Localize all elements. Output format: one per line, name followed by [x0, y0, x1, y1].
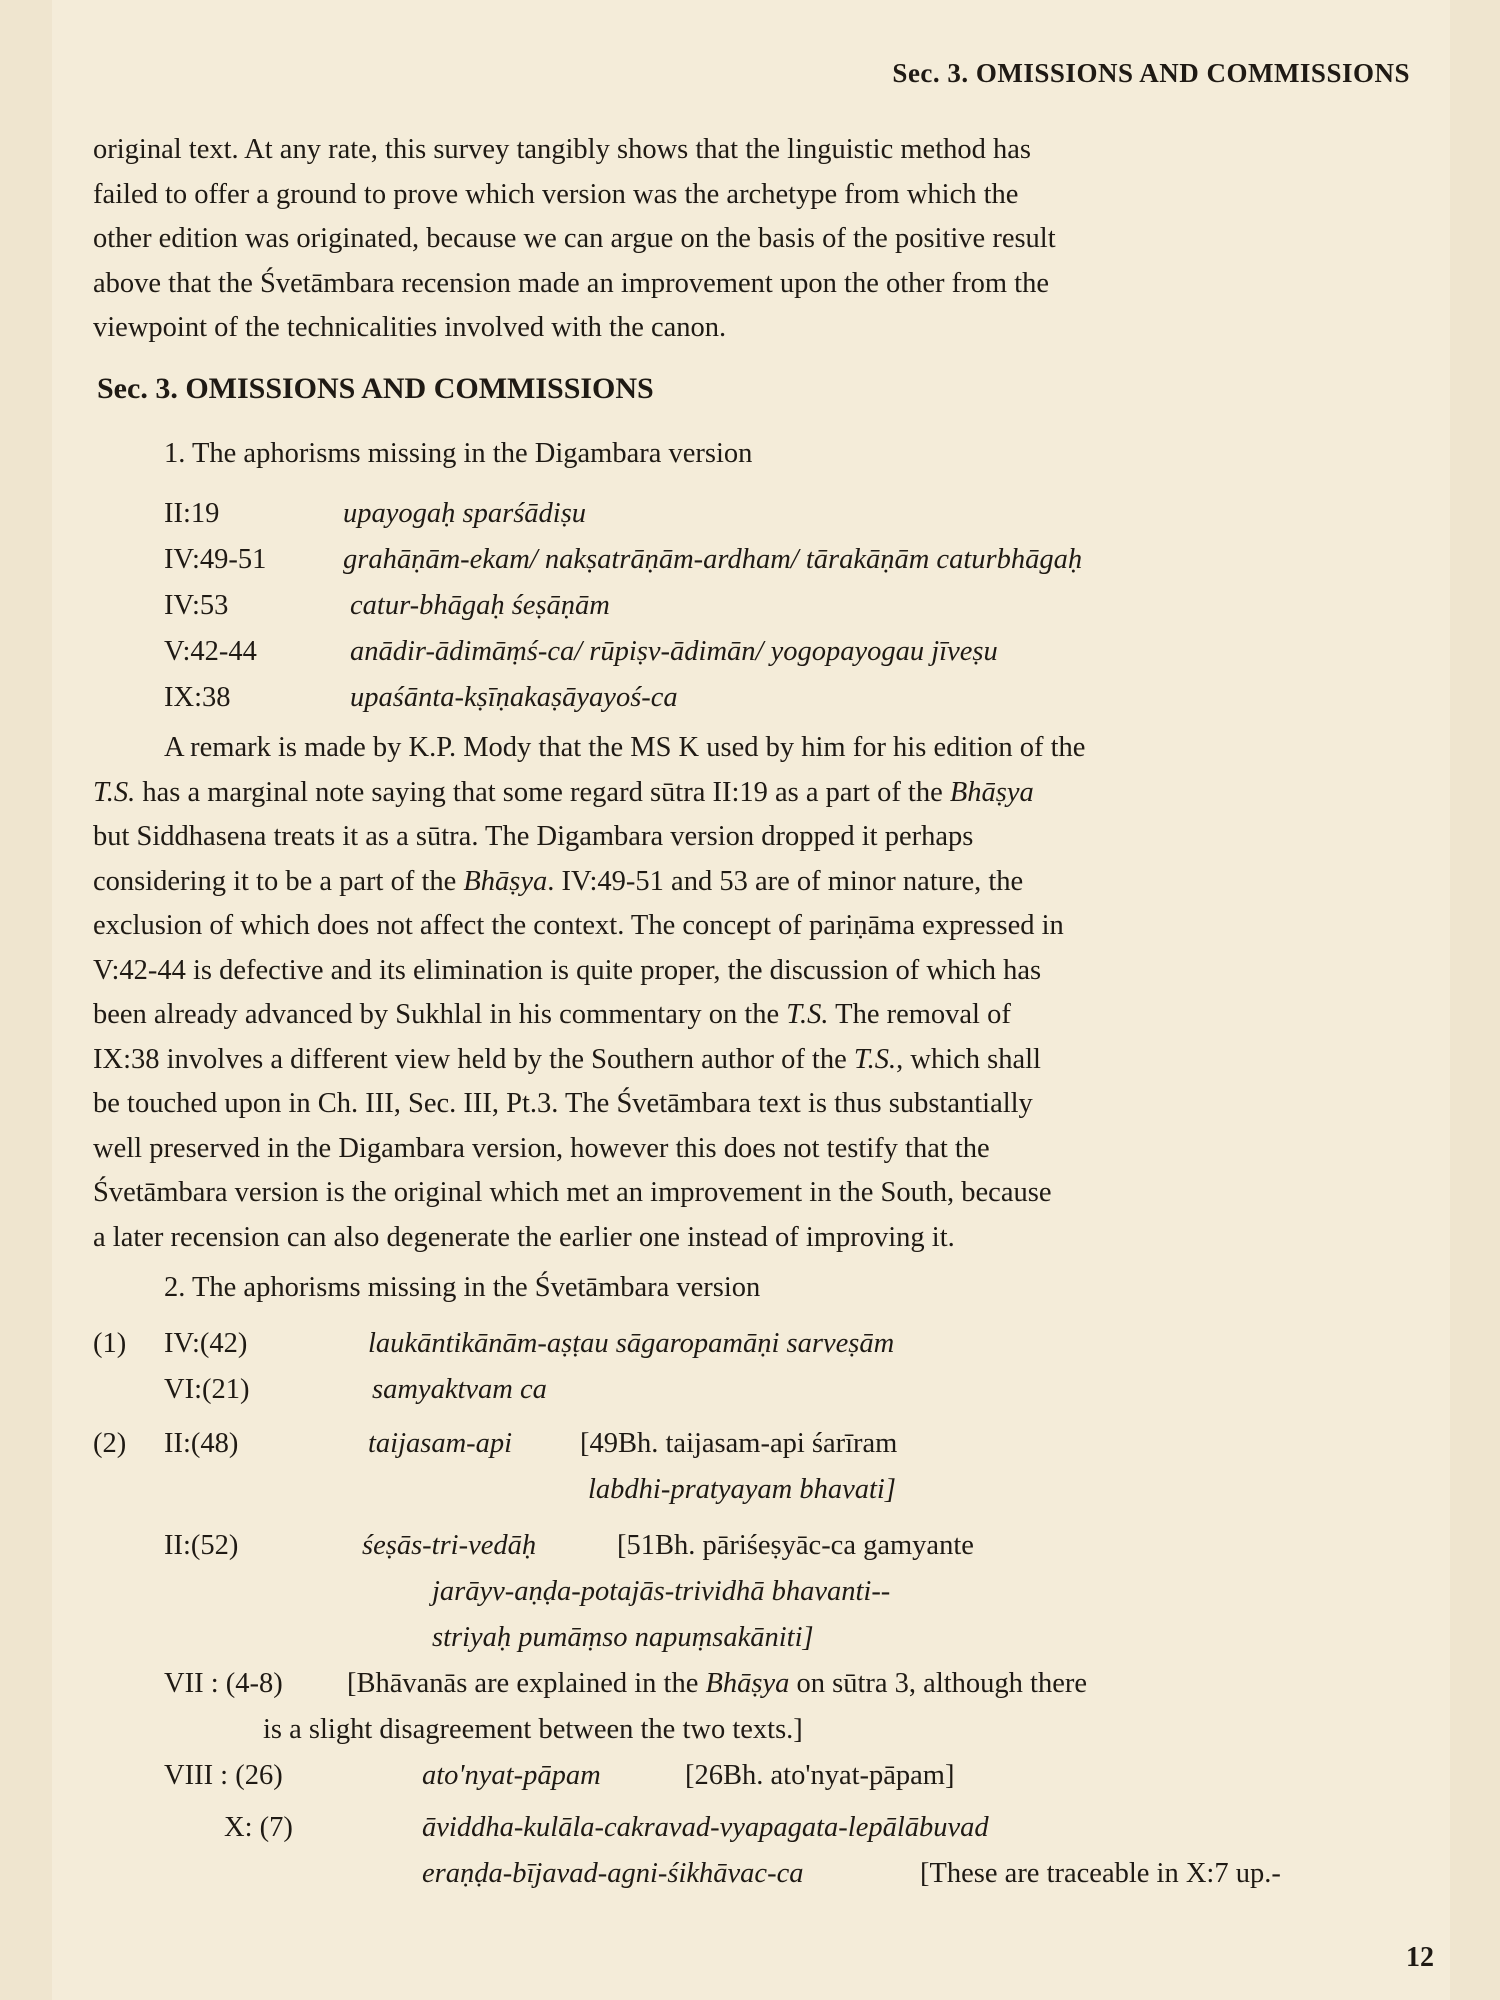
- bhasya-note: [These are traceable in X:7 up.-: [920, 1858, 1281, 1889]
- aphorism-text: catur-bhāgaḥ śeṣāṇām: [350, 590, 610, 621]
- aphorism-ref: VIII : (26): [164, 1760, 283, 1791]
- aphorism-ref: II:(52): [164, 1530, 239, 1561]
- bhasya-note: [26Bh. ato'nyat-pāpam]: [685, 1760, 955, 1791]
- aphorism-ref: IV:49-51: [164, 544, 267, 575]
- text-run: T.S.: [853, 1043, 897, 1075]
- text-run: IX:38 involves a different view held by the Southern author of the: [93, 1043, 854, 1075]
- group-label: (1): [93, 1328, 127, 1359]
- bhasya-note: jarāyv-aṇḍa-potajās-trividhā bhavanti--: [432, 1576, 891, 1607]
- text-line: [93, 904, 1423, 949]
- subsection-title-1: 1. The aphorisms missing in the Digambara version: [164, 438, 753, 469]
- text-line: [93, 1038, 1423, 1083]
- note-text: [Bhāvanās are explained in the: [347, 1668, 706, 1699]
- aphorism-text: taijasam-api: [368, 1428, 513, 1459]
- text-run: exclusion of which does not affect the context. The concept of pariṇāma expressed in: [93, 910, 1064, 941]
- text-run: been already advanced by Sukhlal in his commentary on the: [93, 999, 787, 1030]
- bhasya-note: labdhi-pratyayam bhavati]: [588, 1474, 896, 1505]
- aphorism-ref: V:42-44: [164, 636, 257, 667]
- text-line: viewpoint of the technicalities involved with the canon.: [93, 312, 727, 343]
- text-line: [93, 1171, 1423, 1216]
- bhasya-note: [49Bh. taijasam-api śarīram: [580, 1428, 898, 1459]
- text-run: has a marginal note saying that some regard sūtra II:19 as a part of the: [135, 776, 950, 808]
- text-line: [93, 949, 1423, 994]
- text-run: . IV:49-51 and 53 are of minor nature, the: [547, 865, 1024, 897]
- aphorism-text: samyaktvam ca: [372, 1374, 547, 1405]
- bhasya-note: is a slight disagreement between the two texts.]: [263, 1714, 803, 1745]
- aphorism-text: upayogaḥ sparśādiṣu: [343, 498, 587, 529]
- text-run: T.S.: [786, 999, 829, 1030]
- text-run: Bhāṣya: [463, 865, 548, 897]
- text-run: Bhāṣya: [949, 776, 1034, 808]
- aphorism-ref: VII : (4-8): [164, 1668, 283, 1699]
- text-run: Śvetāmbara version is the original which met an improvement in the South, because: [93, 1177, 1052, 1208]
- text-run: A remark is made by K.P. Mody that the MS K used by him for his edition of the: [164, 732, 1086, 763]
- text-line: above that the Śvetāmbara recension made an improvement upon the other from the: [93, 267, 1050, 299]
- text-line: [93, 860, 1423, 905]
- aphorism-ref: IV:53: [164, 590, 229, 621]
- text-line: [93, 771, 1423, 816]
- aphorism-ref: VI:(21): [164, 1374, 250, 1405]
- text-line: other edition was originated, because we can argue on the basis of the positive result: [93, 223, 1056, 254]
- text-run: a later recension can also degenerate the earlier one instead of improving it.: [93, 1221, 955, 1253]
- text-line: [93, 993, 1423, 1038]
- text-run: be touched upon in Ch. III, Sec. III, Pt.3. The Śvetāmbara text is thus substantially: [93, 1088, 1033, 1119]
- intro-paragraph: [93, 128, 1423, 351]
- page-number: 12: [1406, 1942, 1434, 1973]
- aphorism-ref: X: (7): [224, 1812, 293, 1843]
- group-label: (2): [93, 1428, 127, 1459]
- text-run: but Siddhasena treats it as a sūtra. The Digambara version dropped it perhaps: [93, 821, 974, 852]
- aphorism-ref: IX:38: [164, 682, 231, 713]
- text-line: failed to offer a ground to prove which version was the archetype from which the: [93, 178, 1019, 210]
- text-run: The removal of: [828, 999, 1011, 1030]
- text-run: T.S.: [93, 776, 136, 808]
- aphorism-ref: II:(48): [164, 1428, 239, 1459]
- text-run: well preserved in the Digambara version, however this does not testify that the: [93, 1132, 990, 1164]
- bhasya-note: [347, 1668, 1087, 1700]
- aphorism-text: laukāntikānām-aṣṭau sāgaropamāṇi sarveṣām: [368, 1328, 895, 1359]
- text-run: considering it to be a part of the: [93, 865, 464, 897]
- aphorism-text: grahāṇām-ekam/ nakṣatrāṇām-ardham/ tārakāṇām caturbhāgaḥ: [343, 544, 1083, 575]
- note-text: Bhāṣya: [705, 1668, 790, 1699]
- text-line: [93, 815, 1423, 860]
- text-run: V:42-44 is defective and its elimination is quite proper, the discussion of which has: [93, 954, 1042, 986]
- text-run: , which shall: [896, 1043, 1041, 1075]
- section-heading: Sec. 3. OMISSIONS AND COMMISSIONS: [97, 372, 654, 405]
- text-line: [93, 1127, 1423, 1172]
- subsection-title-2: 2. The aphorisms missing in the Śvetāmbara version: [164, 1272, 761, 1303]
- aphorism-text: anādir-ādimāṃś-ca/ rūpiṣv-ādimān/ yogopayogau jīveṣu: [350, 636, 998, 667]
- aphorism-text: eraṇḍa-bījavad-agni-śikhāvac-ca: [422, 1858, 804, 1889]
- text-line: [93, 726, 1423, 771]
- note-text: on sūtra 3, although there: [789, 1668, 1087, 1699]
- aphorism-text: śeṣās-tri-vedāḥ: [362, 1530, 537, 1561]
- text-line: [93, 1082, 1423, 1127]
- aphorism-ref: II:19: [164, 498, 220, 529]
- aphorism-text: ato'nyat-pāpam: [422, 1760, 601, 1791]
- aphorism-ref: IV:(42): [164, 1328, 248, 1359]
- aphorism-text: āviddha-kulāla-cakravad-vyapagata-lepālābuvad: [422, 1812, 989, 1843]
- text-line: original text. At any rate, this survey tangibly shows that the linguistic method has: [93, 134, 1031, 165]
- aphorism-text: upaśānta-kṣīṇakaṣāyayoś-ca: [350, 682, 678, 713]
- bhasya-note: striyaḥ pumāṃso napuṃsakāniti]: [432, 1622, 814, 1653]
- running-head: Sec. 3. OMISSIONS AND COMMISSIONS: [892, 58, 1410, 88]
- text-line: [93, 1216, 1423, 1261]
- discussion-paragraph: [93, 726, 1423, 1260]
- bhasya-note: [51Bh. pāriśeṣyāc-ca gamyante: [617, 1530, 974, 1561]
